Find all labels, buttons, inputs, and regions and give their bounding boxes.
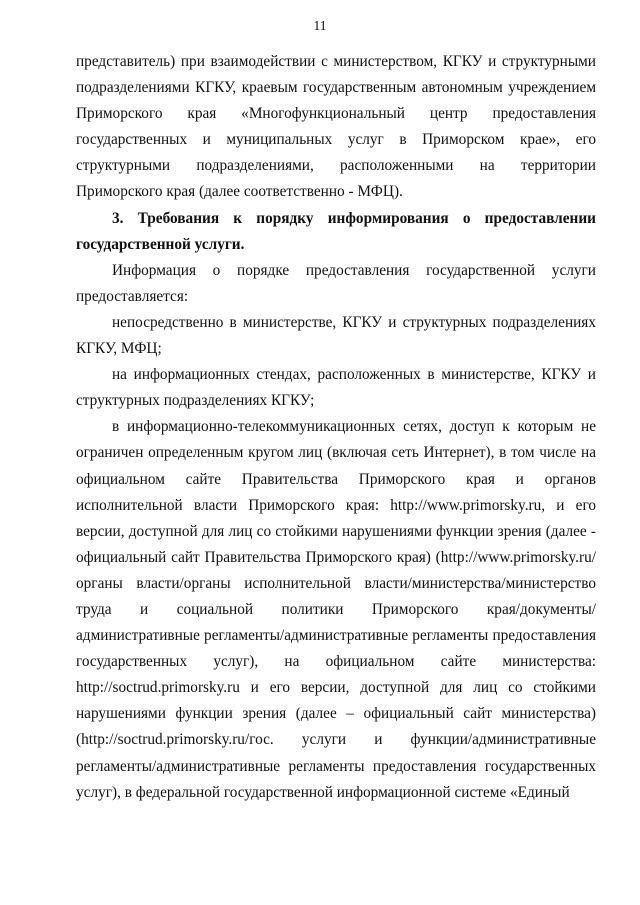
paragraph-mfc-definition: представитель) при взаимодействии с министерством, КГКУ и структурными подразделениями КГКУ, краевым государственным автономным учреждением Приморского края «Многофункциональный центр предоставления государственных и муниципальных услуг в Приморском крае», его структурными подразделениями, расположенными на территории Приморского края (далее соответственно - МФЦ). — [76, 53, 596, 201]
document-body — [76, 49, 596, 806]
page-number: 11 — [313, 18, 327, 33]
section-heading-informing-requirements: 3. Требования к порядку информирования о предоставлении государственной услуги. — [76, 209, 596, 253]
paragraph-telecom-networks: в информационно-телекоммуникационных сетях, доступ к которым не ограничен определенным кругом лиц (включая сеть Интернет), в том числе на официальном сайте Правительства Приморского края и органов исполнительной власти Приморского края: http://www.primorsky.ru, и его версии, доступной для лиц со стойкими нарушениями функции зрения (далее - официальный сайт Правительства Приморского края) (http://www.primorsky.ru/органы власти/органы исполнительной власти/министерства/министерство труда и социальной политики Приморского края/документы/административные регламенты/административные регламенты предоставления государственных услуг), на официальном сайте министерства: http://soctrud.primorsky.ru и его версии, доступной для лиц со стойкими нарушениями функции зрения (далее – официальный сайт министерства) (http://soctrud.primorsky.ru/гос. услуги и функции/административные регламенты/административные регламенты предоставления государственных услуг), в федеральной государственной информационной системе «Единый — [76, 418, 596, 801]
paragraph-information-provided: Информация о порядке предоставления государственной услуги предоставляется: — [76, 261, 596, 305]
paragraph-information-stands: на информационных стендах, расположенных в министерстве, КГКУ и структурных подразделениях КГКУ; — [76, 366, 596, 410]
paragraph-directly-in-ministry: непосредственно в министерстве, КГКУ и структурных подразделениях КГКУ, МФЦ; — [76, 313, 596, 358]
